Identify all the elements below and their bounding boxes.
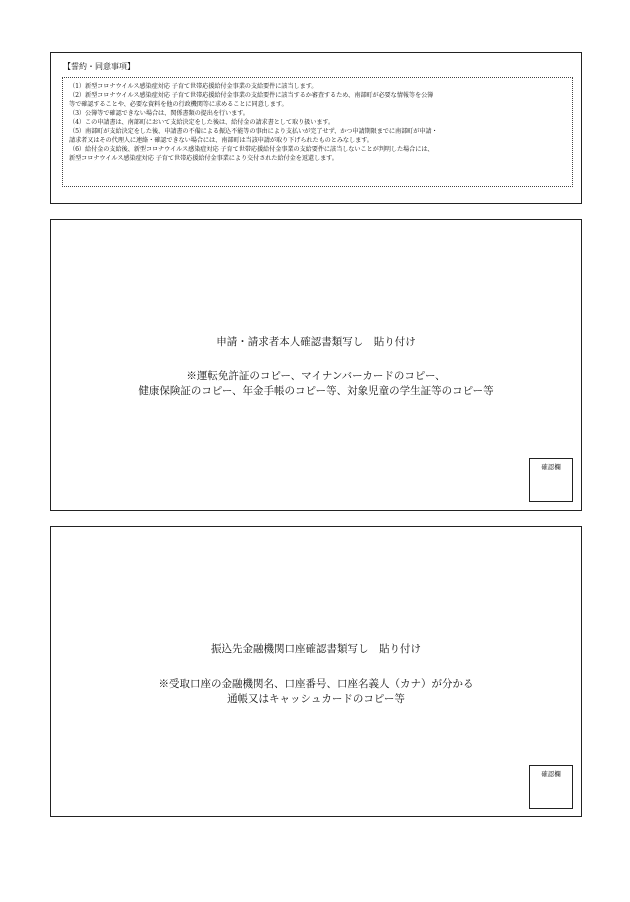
- pledge-clauses-box: [62, 77, 573, 187]
- bank-confirm-label: 確認欄: [541, 770, 561, 778]
- pledge-consent-section: [50, 52, 582, 204]
- id-document-paste-area: [50, 219, 582, 511]
- pledge-clause: （4）この申請書は、南部町において支給決定をした後は、給付金の請求書として取り扱います。: [69, 119, 335, 126]
- pledge-clause: 請求者又はその代理人に連絡・確認できない場合には、南部町は当該申請が取り下げられたものとみなします。: [69, 137, 373, 144]
- pledge-title: 【誓約・同意事項】: [63, 62, 135, 71]
- id-confirm-label: 確認欄: [541, 463, 561, 471]
- pledge-clause: （3）公簿等で確認できない場合は、関係書類の提出を行います。: [69, 110, 249, 117]
- pledge-clause: 新型コロナウイルス感染症対応 子育て世帯応援給付金事業により交付された給付金を返還します。: [69, 155, 338, 162]
- id-paste-title: 申請・請求者本人確認書類写し 貼り付け: [216, 336, 416, 348]
- bank-paste-title: 振込先金融機関口座確認書類写し 貼り付け: [211, 643, 421, 655]
- pledge-clause: 等で確認することや、必要な資料を他の行政機関等に求めることに同意します。: [69, 101, 288, 108]
- pledge-clause: （5）南部町が支給決定をした後、申請書の不備による振込不能等の事由により支払いが完了せず、かつ申請期限までに南部町が申請・: [69, 128, 438, 135]
- bank-paste-note-line2: 通帳又はキャッシュカードのコピー等: [227, 693, 405, 705]
- bank-paste-note-line1: ※受取口座の金融機関名、口座番号、口座名義人（カナ）が分かる: [158, 678, 474, 690]
- id-paste-note-line1: ※運転免許証のコピー、マイナンバーカードのコピー、: [186, 370, 446, 382]
- pledge-clause: （6）給付金の支給後、新型コロナウイルス感染症対応 子育て世帯応援給付金事業の支給要件に該当しないことが判明した場合には、: [69, 146, 434, 153]
- pledge-clause: （1）新型コロナウイルス感染症対応 子育て世帯応援給付金事業の支給要件に該当します。: [69, 83, 318, 90]
- pledge-clause: （2）新型コロナウイルス感染症対応 子育て世帯応援給付金事業の支給要件に該当するか審査するため、南部町が必要な情報等を公簿: [69, 92, 434, 99]
- bank-confirm-box: [529, 765, 573, 809]
- id-paste-note-line2: 健康保険証のコピー、年金手帳のコピー等、対象児童の学生証等のコピー等: [138, 385, 494, 397]
- id-confirm-box: [529, 458, 573, 502]
- bank-account-paste-area: [50, 526, 582, 817]
